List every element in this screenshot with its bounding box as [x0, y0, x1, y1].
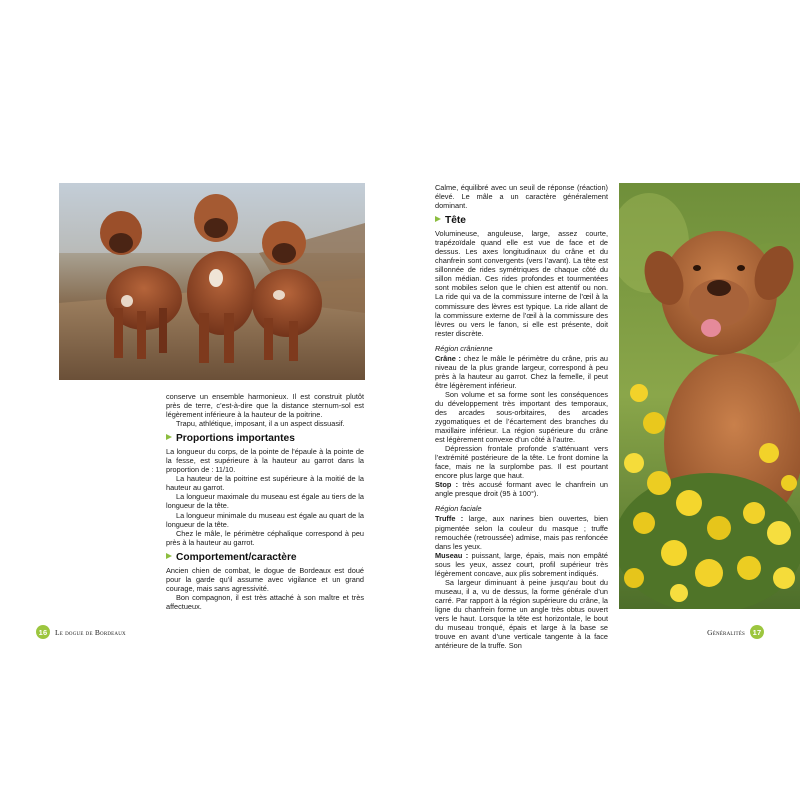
right-text-column [435, 183, 608, 650]
triangle-bullet-icon [166, 434, 172, 440]
body-paragraph: Bon compagnon, il est très attaché à son maître et très affectueux. [166, 592, 364, 611]
dog-in-flowers-illustration [619, 183, 800, 609]
body-paragraph: La hauteur de la poitrine est supérieure à la moitié de la hauteur au garrot. [166, 474, 364, 493]
right-page [400, 0, 800, 800]
intro-paragraph: Trapu, athlétique, imposant, il a un aspect dissuasif. [176, 419, 345, 429]
section-heading-tete: Tête [435, 215, 608, 227]
section-heading-proportions: Proportions importantes [166, 433, 364, 445]
running-title: Le dogue de Bordeaux [55, 627, 126, 637]
dog-flowers-photo [619, 183, 800, 609]
left-text-column [166, 392, 364, 611]
triangle-bullet-icon [435, 216, 441, 222]
crane-paragraph: Crâne : chez le mâle le périmètre du crâne, pris au niveau de la plus grande largeur, correspond à peu près à la hauteur au garrot. Chez la femelle, il peut être légèrement inférieur. [435, 353, 608, 390]
body-paragraph: Son volume et sa forme sont les conséquences du développement très important des temporaux, des arcades sous-orbitaires, des arcades zygomatiques et de l’écartement des branches du maxillaire inférieur. La région supérieure du crâne est légèrement convexe d’un côté à l’autre. [435, 389, 608, 445]
body-paragraph: La longueur du corps, de la pointe de l’épaule à la pointe de la fesse, est supérieure à la hauteur au garrot dans la proportion de : 11/10. [166, 447, 364, 475]
body-paragraph: La longueur minimale du museau est égale au quart de la longueur de la tête. [166, 510, 364, 529]
running-title: Généralités [707, 627, 745, 637]
body-paragraph: La longueur maximale du museau est égale au tiers de la longueur de la tête. [166, 492, 364, 511]
truffe-paragraph: Truffe : large, aux narines bien ouvertes, bien pigmentée selon la couleur du masque ; truffe remouchée (retroussée) admise, mais pas renfoncée dans les yeux. [435, 514, 609, 551]
footer-left [36, 625, 126, 639]
museau-paragraph: Museau : puissant, large, épais, mais non empâté sous les yeux, assez court, profil supérieur très légèrement concave, aux plis sobrement indiqués. [435, 550, 609, 578]
triangle-bullet-icon [166, 553, 172, 559]
section-heading-comportement: Comportement/caractère [166, 552, 364, 564]
footer-right [707, 625, 764, 639]
page-number-badge: 17 [750, 625, 764, 639]
three-dogs-photo [59, 183, 365, 380]
three-dogs-illustration [59, 183, 365, 380]
body-paragraph: Ancien chien de combat, le dogue de Bordeaux est doué pour la garde qu’il assume avec vigilance et un grand courage, mais sans agressivité. [166, 565, 364, 593]
body-paragraph: Volumineuse, anguleuse, large, assez courte, trapézoïdale quand elle est vue de face et de dessus. Les axes longitudinaux du crâne et du chanfrein sont convergents (vers l’avant). La tête est sillonnée de rides symétriques de chaque côté du sillon médian. Ces rides profondes et tourmentées sont mobiles selon que le chien est attentif ou non. La ride qui va de la commissure interne de l’œil à la commissure des lèvres est typique. La ride allant de la commissure externe de l’œil à la commissure des lèvres ou vers le fanon, si elle est présente, doit rester discrète. [435, 229, 608, 338]
subheading-region-faciale: Région faciale [435, 504, 482, 514]
subheading-region-cranienne: Région crânienne [435, 343, 493, 353]
page-number-badge: 16 [36, 625, 50, 639]
body-paragraph: Chez le mâle, le périmètre céphalique correspond à peu près à la hauteur au garrot. [166, 528, 364, 547]
stop-paragraph: Stop : très accusé formant avec le chanfrein un angle presque droit (95 à 100°). [435, 480, 608, 499]
intro-paragraph: Calme, équilibré avec un seuil de réponse (réaction) élevé. Le mâle a un caractère généralement dominant. [435, 183, 608, 211]
intro-paragraph: conserve un ensemble harmonieux. Il est construit plutôt près de terre, c’est-à-dire que la distance sternum-sol est légèrement inférieure à la hauteur de la poitrine. [166, 392, 364, 420]
body-paragraph: Sa largeur diminuant à peine jusqu’au bout du museau, il a, vu de dessus, la forme générale d’un carré. Par rapport à la région supérieure du crâne, la ligne du chanfrein forme un angle très obtus ouvert vers le haut. Lorsque la tête est horizontale, le bout du museau tronqué, épais et large à la base se trouve en avant d’une verticale tangente à la face antérieure de la truffe. Son [435, 577, 608, 651]
body-paragraph: Dépression frontale profonde s’atténuant vers l’extrémité postérieure de la tête. Le front domine la face, mais ne la surplombe pas. Il est pourtant encore plus large que haut. [435, 444, 608, 481]
